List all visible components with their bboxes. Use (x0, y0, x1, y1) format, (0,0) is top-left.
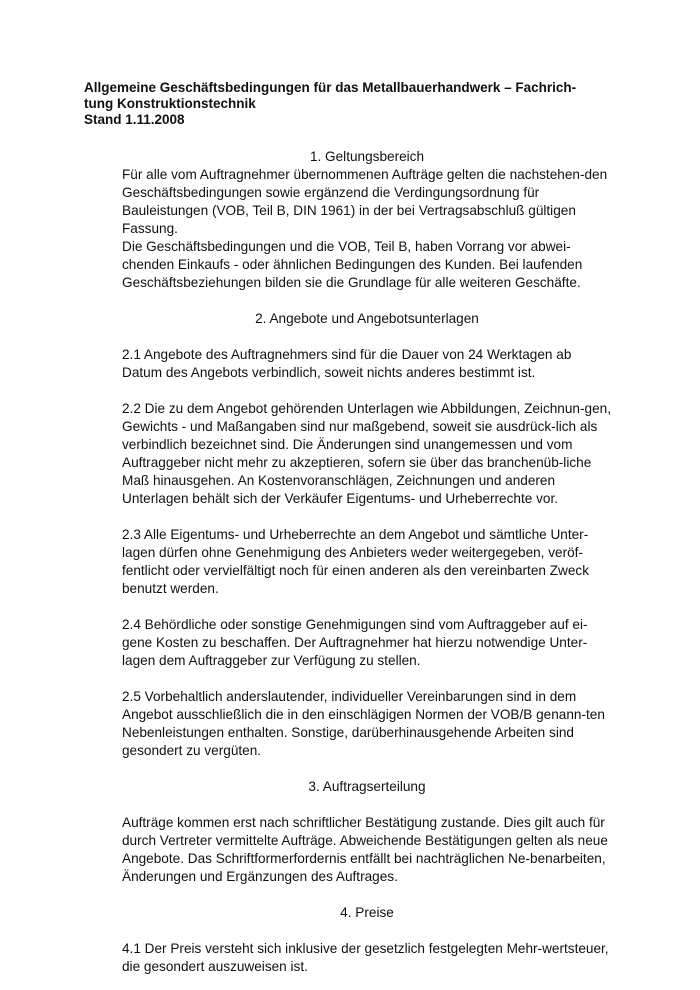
section-title-preise: 4. Preise (340, 905, 394, 920)
document-header (84, 80, 614, 128)
paragraph-1-1: Für alle vom Auftragnehmer übernommenen Aufträge gelten die nachstehen-den Geschäftsbedingungen sowie ergänzend die Verdingungsordnung für Bauleistungen (VOB, Teil B, DIN 1961) in der bei Vertragsabschluß gültigen Fassung. (122, 167, 608, 236)
document-title-line-2: tung Konstruktionstechnik (84, 96, 256, 111)
section-title-auftragserteilung: 3. Auftragserteilung (308, 779, 426, 794)
paragraph-2-5: 2.5 Vorbehaltlich anderslautender, individueller Vereinbarungen sind in dem Angebot ausschließlich die in den einschlägigen Normen der VOB/B genann-ten Nebenleistungen enthalten. Sonstige, darüberhinausgehende Arbeiten sind gesondert zu vergüten. (122, 689, 605, 758)
section-title-angebote: 2. Angebote und Angebotsunterlagen (255, 311, 479, 326)
paragraph-3-1: Aufträge kommen erst nach schriftlicher Bestätigung zustande. Dies gilt auch für durch Vertreter vermittelte Aufträge. Abweichende Bestätigungen gelten als neue Angebote. Das Schriftformerfordernis entfällt bei nachträglichen Ne-benarbeiten, Änderungen und Ergänzungen des Auftrages. (122, 815, 608, 884)
paragraph-1-2: Die Geschäftsbedingungen und die VOB, Teil B, haben Vorrang vor abwei-chenden Einkaufs - oder ähnlichen Bedingungen des Kunden. Bei laufenden Geschäftsbeziehungen bilden sie die Grundlage für alle weiteren Geschäfte. (122, 239, 583, 290)
paragraph-2-4: 2.4 Behördliche oder sonstige Genehmigungen sind vom Auftraggeber auf ei-gene Kosten zu beschaffen. Der Auftragnehmer hat hierzu notwendige Unter-lagen dem Auftraggeber zur Verfügung zu stellen. (122, 617, 588, 668)
paragraph-2-1: 2.1 Angebote des Auftragnehmers sind für die Dauer von 24 Werktagen ab Datum des Angebots verbindlich, soweit nichts anderes bestimmt ist. (122, 347, 572, 380)
document-date: Stand 1.11.2008 (84, 112, 185, 127)
document-title-line-1: Allgemeine Geschäftsbedingungen für das Metallbauerhandwerk – Fachrich- (84, 80, 577, 95)
section-title-geltungsbereich: 1. Geltungsbereich (309, 149, 425, 164)
paragraph-2-3: 2.3 Alle Eigentums- und Urheberrechte an dem Angebot und sämtliche Unter-lagen dürfen ohne Genehmigung des Anbieters weder weitergegeben, veröf-fentlicht oder vervielfältigt noch für einen anderen als den vereinbarten Zweck benutzt werden. (122, 527, 589, 596)
paragraph-4-1: 4.1 Der Preis versteht sich inklusive der gesetzlich festgelegten Mehr-wertsteuer, die gesondert auszuweisen ist. (122, 941, 609, 974)
paragraph-2-2: 2.2 Die zu dem Angebot gehörenden Unterlagen wie Abbildungen, Zeichnun-gen, Gewichts - und Maßangaben sind nur maßgebend, soweit sie ausdrück-lich als verbindlich bezeichnet sind. Die Änderungen sind unangemessen und vom Auftraggeber nicht mehr zu akzeptieren, sofern sie über das branchenüb-liche Maß hinausgehen. An Kostenvoranschlägen, Zeichnungen und anderen Unterlagen behält sich der Verkäufer Eigentums- und Urheberrechte vor. (122, 401, 611, 506)
document-body (122, 148, 612, 976)
